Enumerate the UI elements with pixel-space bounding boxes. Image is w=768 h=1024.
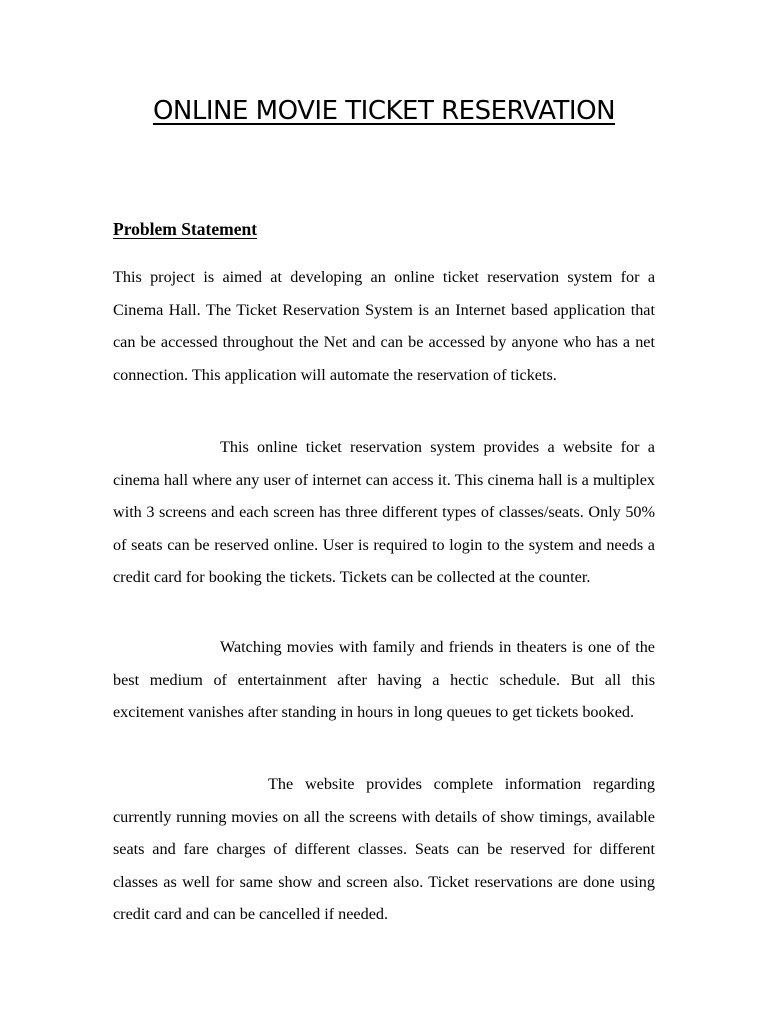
- paragraph-2: This online ticket reservation system provides a website for a cinema hall where any user of internet can access it. This cinema hall is a multiplex with 3 screens and each screen has three different types of classes/seats. Only 50% of seats can be reserved online. User is required to login to the system and needs a credit card for booking the tickets. Tickets can be collected at the counter.: [113, 438, 655, 586]
- paragraph-1: This project is aimed at developing an online ticket reservation system for a Cinema Hall. The Ticket Reservation System is an Internet based application that can be accessed throughout the Net and can be accessed by anyone who has a net connection. This application will automate the reservation of tickets.: [113, 268, 655, 384]
- paragraph-3: Watching movies with family and friends in theaters is one of the best medium of entertainment after having a hectic schedule. But all this excitement vanishes after standing in hours in long queues to get tickets booked.: [113, 638, 655, 721]
- section-heading-problem-statement: Problem Statement: [113, 219, 258, 239]
- paragraph-4: The website provides complete information regarding currently running movies on all the screens with details of show timings, available seats and fare charges of different classes. Seats can be reserved for different classes as well for same show and screen also. Ticket reservations are done using credit card and can be cancelled if needed.: [113, 775, 655, 923]
- document-title: ONLINE MOVIE TICKET RESERVATION: [152, 96, 616, 126]
